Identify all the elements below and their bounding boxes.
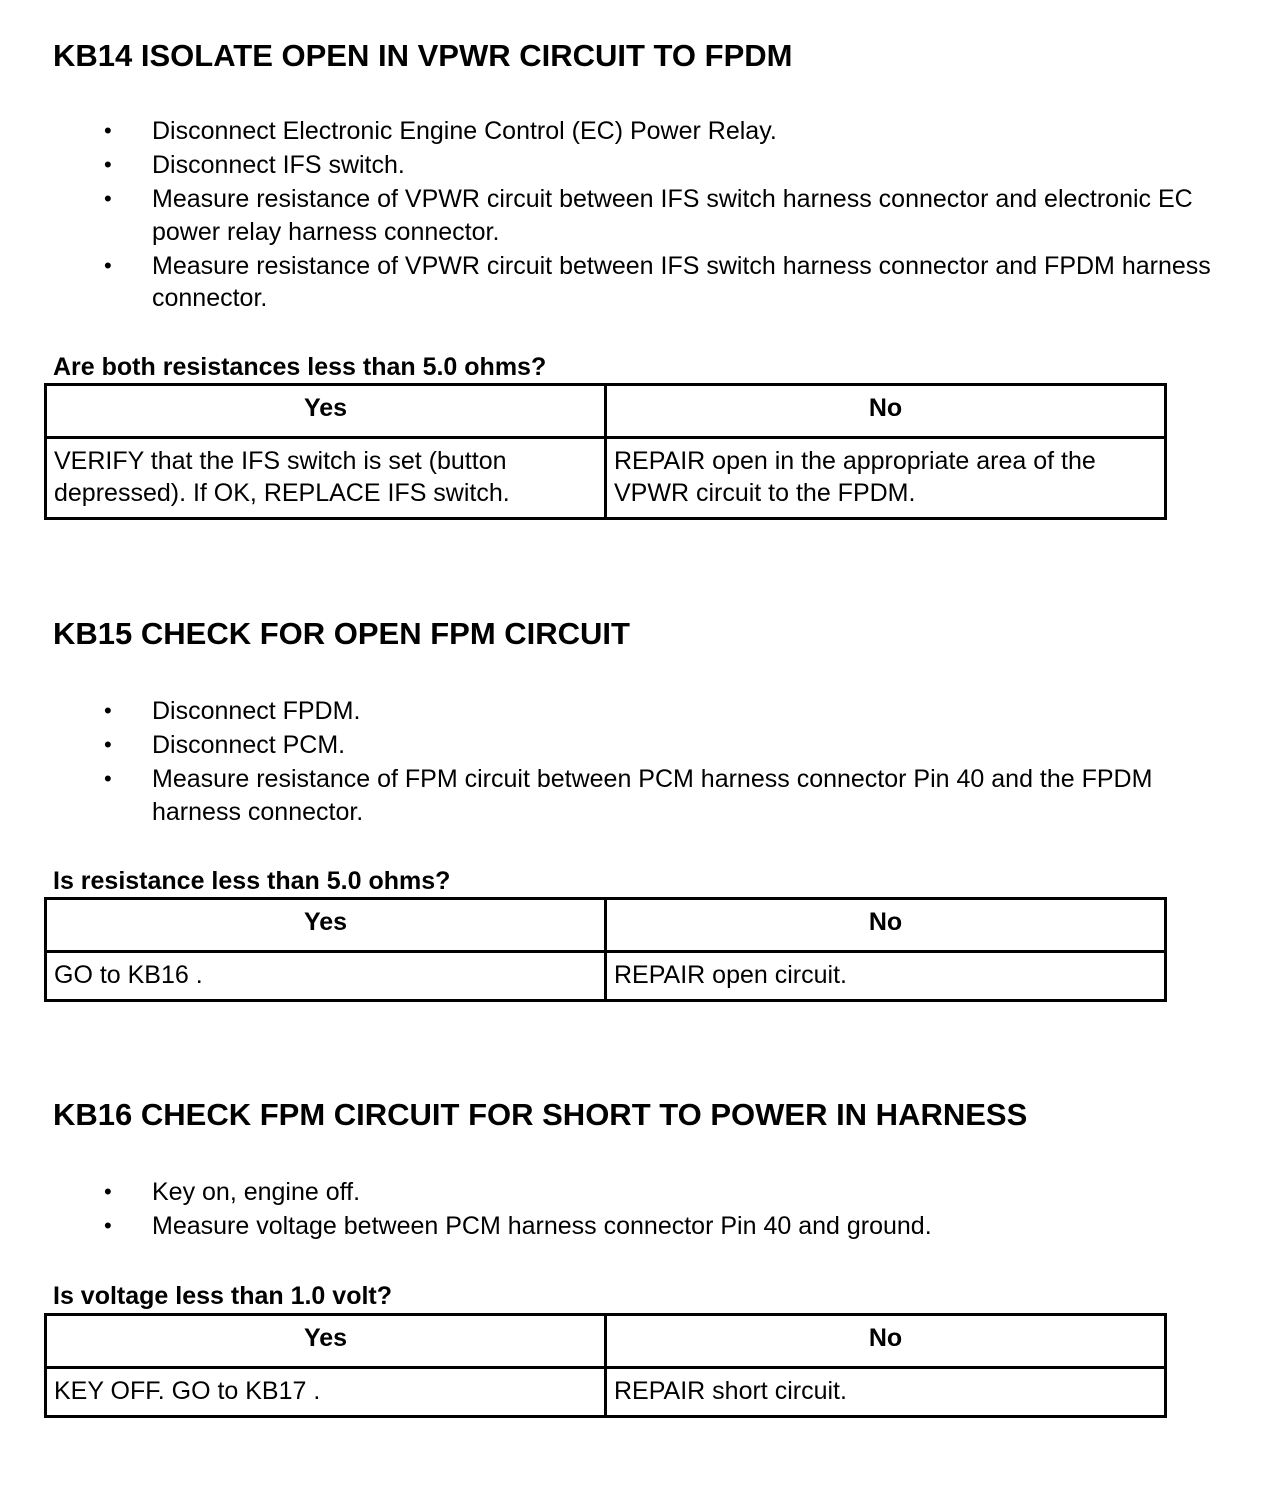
bullet-icon: •: [104, 766, 112, 791]
step-text: Disconnect FPDM.: [152, 697, 361, 725]
list-item: [0, 183, 1264, 248]
step-text: Measure resistance of FPM circuit between PCM harness connector Pin 40 and the FPDM harness connector.: [152, 765, 1153, 826]
step-text: Measure resistance of VPWR circuit between IFS switch harness connector and FPDM harness connector.: [152, 251, 1211, 312]
list-item: [0, 250, 1264, 315]
step-list: [0, 695, 1264, 830]
table-header-row: [46, 385, 1166, 438]
section-title: KB16 CHECK FPM CIRCUIT FOR SHORT TO POWER IN HARNESS: [53, 1097, 1028, 1132]
no-action: REPAIR open circuit.: [606, 952, 1166, 1001]
section-title: KB15 CHECK FOR OPEN FPM CIRCUIT: [53, 616, 630, 651]
decision-table: [44, 1313, 1167, 1418]
question: Is voltage less than 1.0 volt?: [53, 1282, 393, 1310]
no-header: No: [606, 1315, 1166, 1368]
step-text: Disconnect IFS switch.: [152, 151, 405, 179]
yes-action: GO to KB16 .: [46, 952, 606, 1001]
step-text: Measure resistance of VPWR circuit between IFS switch harness connector and electronic EC power relay harness connector.: [152, 185, 1193, 246]
decision-table: [44, 383, 1167, 520]
bullet-icon: •: [104, 252, 112, 278]
bullet-icon: •: [104, 1179, 112, 1204]
list-item: [0, 149, 1264, 182]
bullet-icon: •: [104, 698, 112, 723]
table-header-row: [46, 1315, 1166, 1368]
yes-action: VERIFY that the IFS switch is set (button depressed). If OK, REPLACE IFS switch.: [46, 438, 606, 519]
step-list: [0, 115, 1264, 316]
decision-table: [44, 897, 1167, 1002]
no-action: REPAIR open in the appropriate area of the VPWR circuit to the FPDM.: [606, 438, 1166, 519]
list-item: [0, 1210, 1264, 1243]
yes-header: Yes: [46, 1315, 606, 1368]
list-item: [0, 695, 1264, 728]
list-item: [0, 115, 1264, 148]
table-header-row: [46, 899, 1166, 952]
no-header: No: [606, 385, 1166, 438]
step-text: Disconnect PCM.: [152, 731, 346, 759]
bullet-icon: •: [104, 152, 112, 177]
bullet-icon: •: [104, 118, 112, 143]
step-list: [0, 1176, 1264, 1244]
bullet-icon: •: [104, 186, 112, 211]
no-action: REPAIR short circuit.: [606, 1368, 1166, 1417]
step-text: Key on, engine off.: [152, 1178, 361, 1206]
section-title: KB14 ISOLATE OPEN IN VPWR CIRCUIT TO FPDM: [53, 38, 793, 73]
yes-header: Yes: [46, 385, 606, 438]
question: Are both resistances less than 5.0 ohms?: [53, 353, 547, 381]
bullet-icon: •: [104, 732, 112, 757]
bullet-icon: •: [104, 1213, 112, 1238]
table-row: [46, 438, 1166, 519]
table-row: [46, 1368, 1166, 1417]
list-item: [0, 763, 1264, 828]
step-text: Disconnect Electronic Engine Control (EC) Power Relay.: [152, 117, 777, 145]
step-text: Measure voltage between PCM harness connector Pin 40 and ground.: [152, 1212, 932, 1240]
no-header: No: [606, 899, 1166, 952]
question: Is resistance less than 5.0 ohms?: [53, 867, 451, 895]
list-item: [0, 729, 1264, 762]
yes-action: KEY OFF. GO to KB17 .: [46, 1368, 606, 1417]
list-item: [0, 1176, 1264, 1209]
table-row: [46, 952, 1166, 1001]
yes-header: Yes: [46, 899, 606, 952]
